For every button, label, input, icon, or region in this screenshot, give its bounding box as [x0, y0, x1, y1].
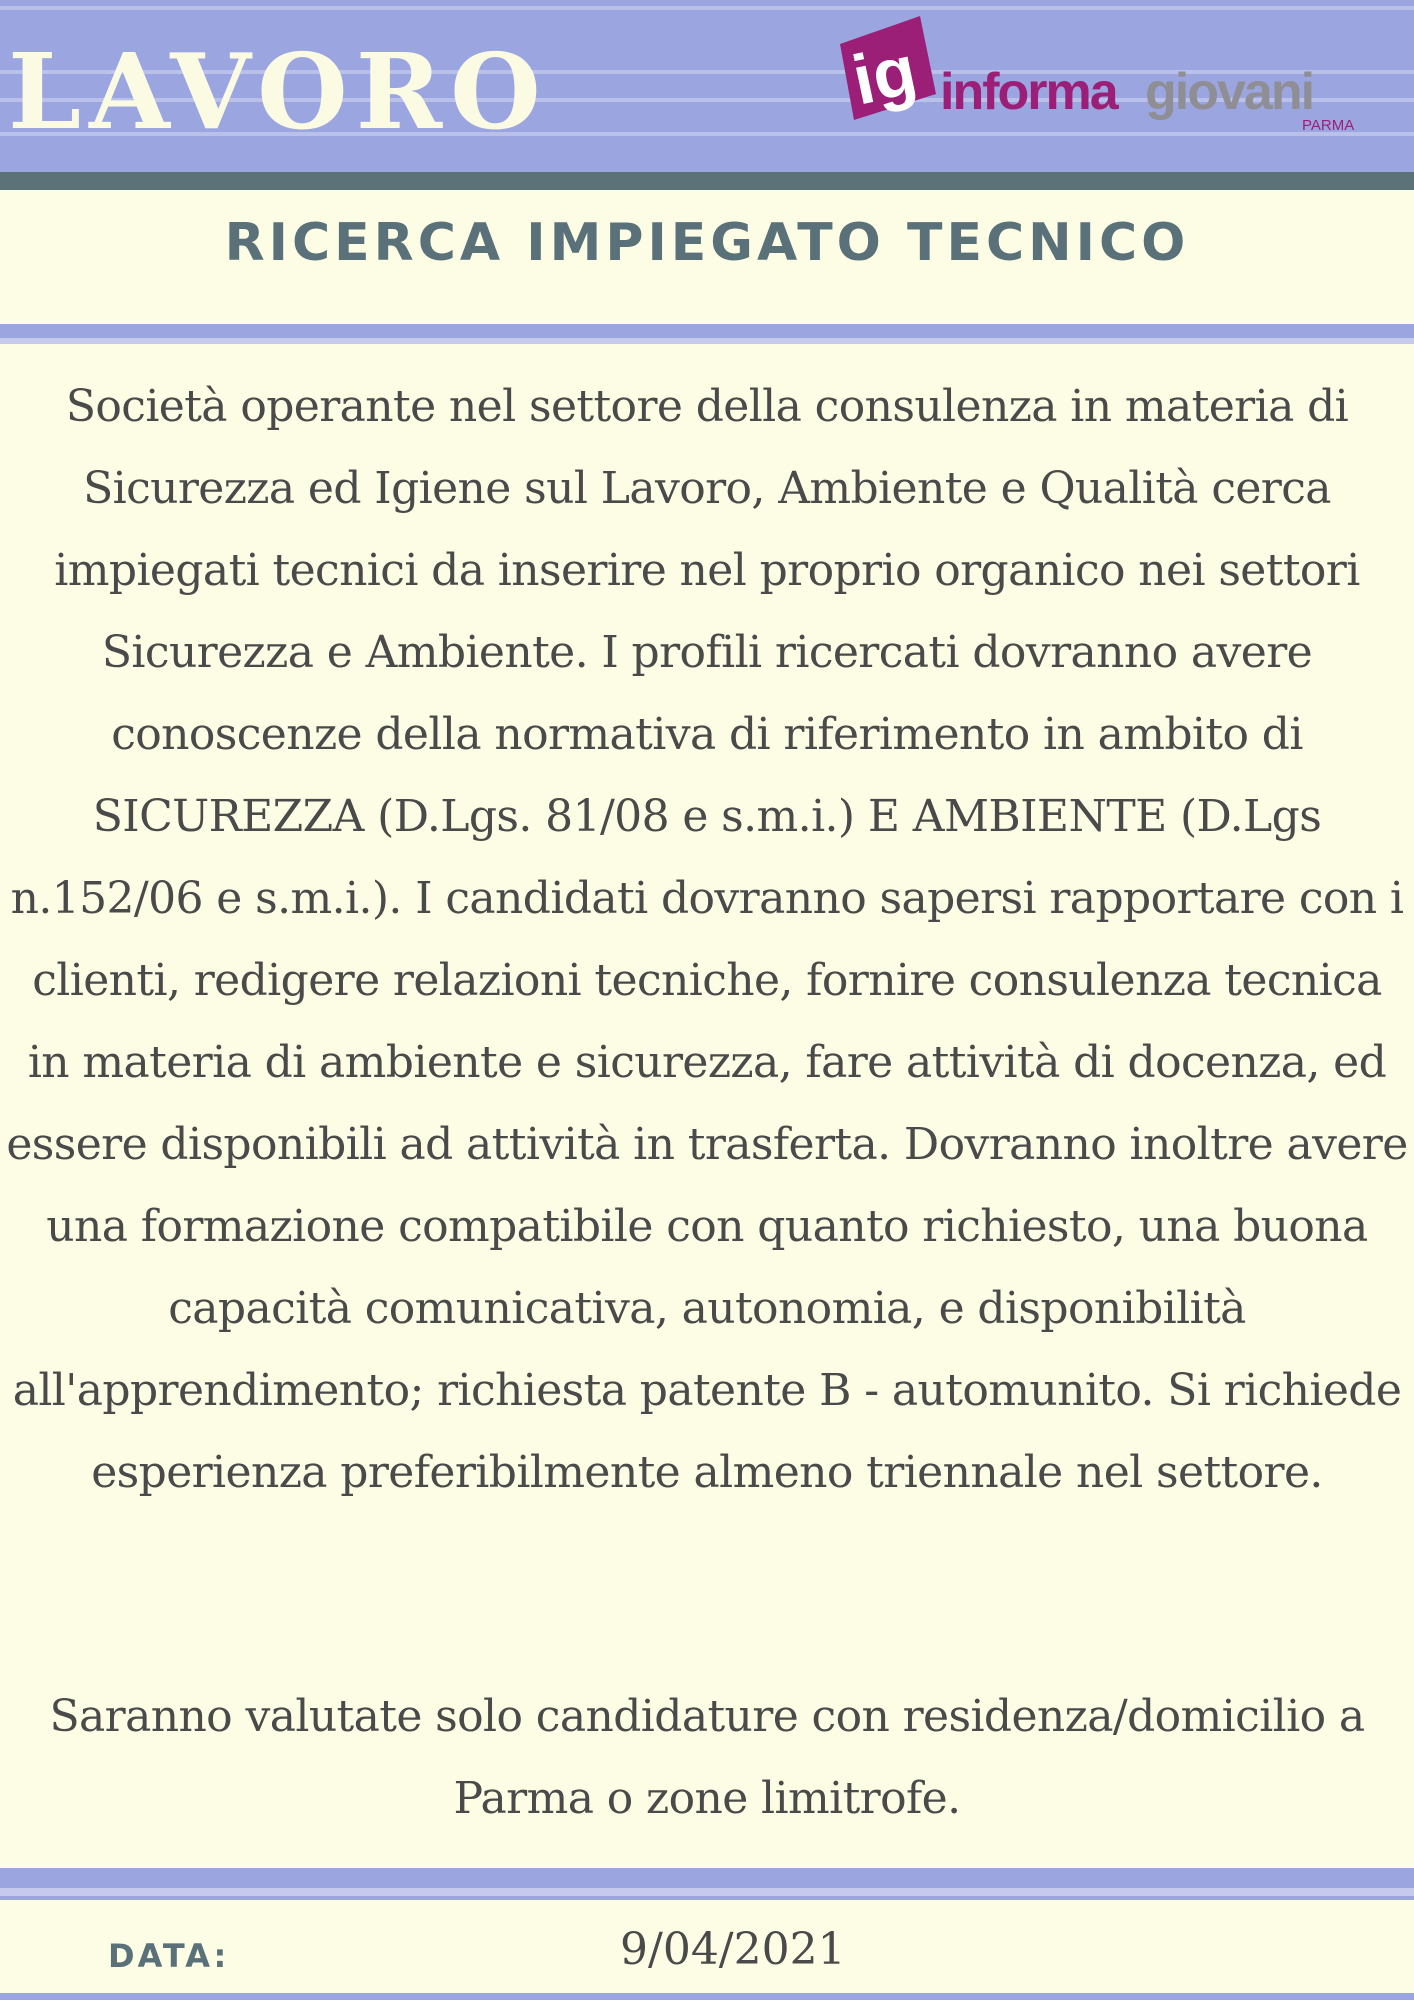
date-value: 9/04/2021 [620, 1924, 846, 1975]
job-description: Società operante nel settore della consulenza in materia di Sicurezza ed Igiene sul Lavoro, Ambiente e Qualità cerca impiegati tecnici da inserire nel proprio organico nei settori Sicurezza e Ambiente. I profili ricercati dovranno avere conoscenze della normativa di riferimento in ambito di SICUREZZA (D.Lgs. 81/08 e s.m.i.) E AMBIENTE (D.Lgs n.152/06 e s.m.i.). I candidati dovranno sapersi rapportare con i clienti, redigere relazioni tecniche, fornire consulenza tecnica in materia di ambiente e sicurezza, fare attività di docenza, ed essere disponibili ad attività in trasferta. Dovranno inoltre avere una formazione compatibile con quanto richiesto, una buona capacità comunicativa, autonomia, e disponibilità all'apprendimento; richiesta patente B - automunito. Si richiede esperienza preferibilmente almeno triennale nel settore. [6, 381, 1408, 1498]
job-title: RICERCA IMPIEGATO TECNICO [224, 213, 1190, 273]
footer-divider [0, 1868, 1414, 1888]
logo-word-informa: informa [940, 63, 1117, 121]
section-title: LAVORO [8, 30, 549, 153]
footer-divider-light [0, 1888, 1414, 1896]
title-divider [0, 324, 1414, 338]
ig-badge-icon [832, 12, 944, 124]
header-stripe [0, 6, 1414, 10]
header-band [0, 0, 1414, 172]
title-divider-light [0, 338, 1414, 344]
date-label: DATA: [108, 1937, 230, 1975]
bottom-bar [0, 1993, 1414, 2000]
header-divider [0, 172, 1414, 190]
location-note: Saranno valutate solo candidature con residenza/domicilio a Parma o zone limitrofe. [49, 1691, 1365, 1824]
logo-word-giovani: giovani [1145, 63, 1314, 121]
logo-city: PARMA [1302, 117, 1355, 134]
informagiovani-logo [832, 12, 1362, 142]
ig-badge-letters: ig [845, 30, 924, 120]
footer-divider-thin [0, 1896, 1414, 1900]
